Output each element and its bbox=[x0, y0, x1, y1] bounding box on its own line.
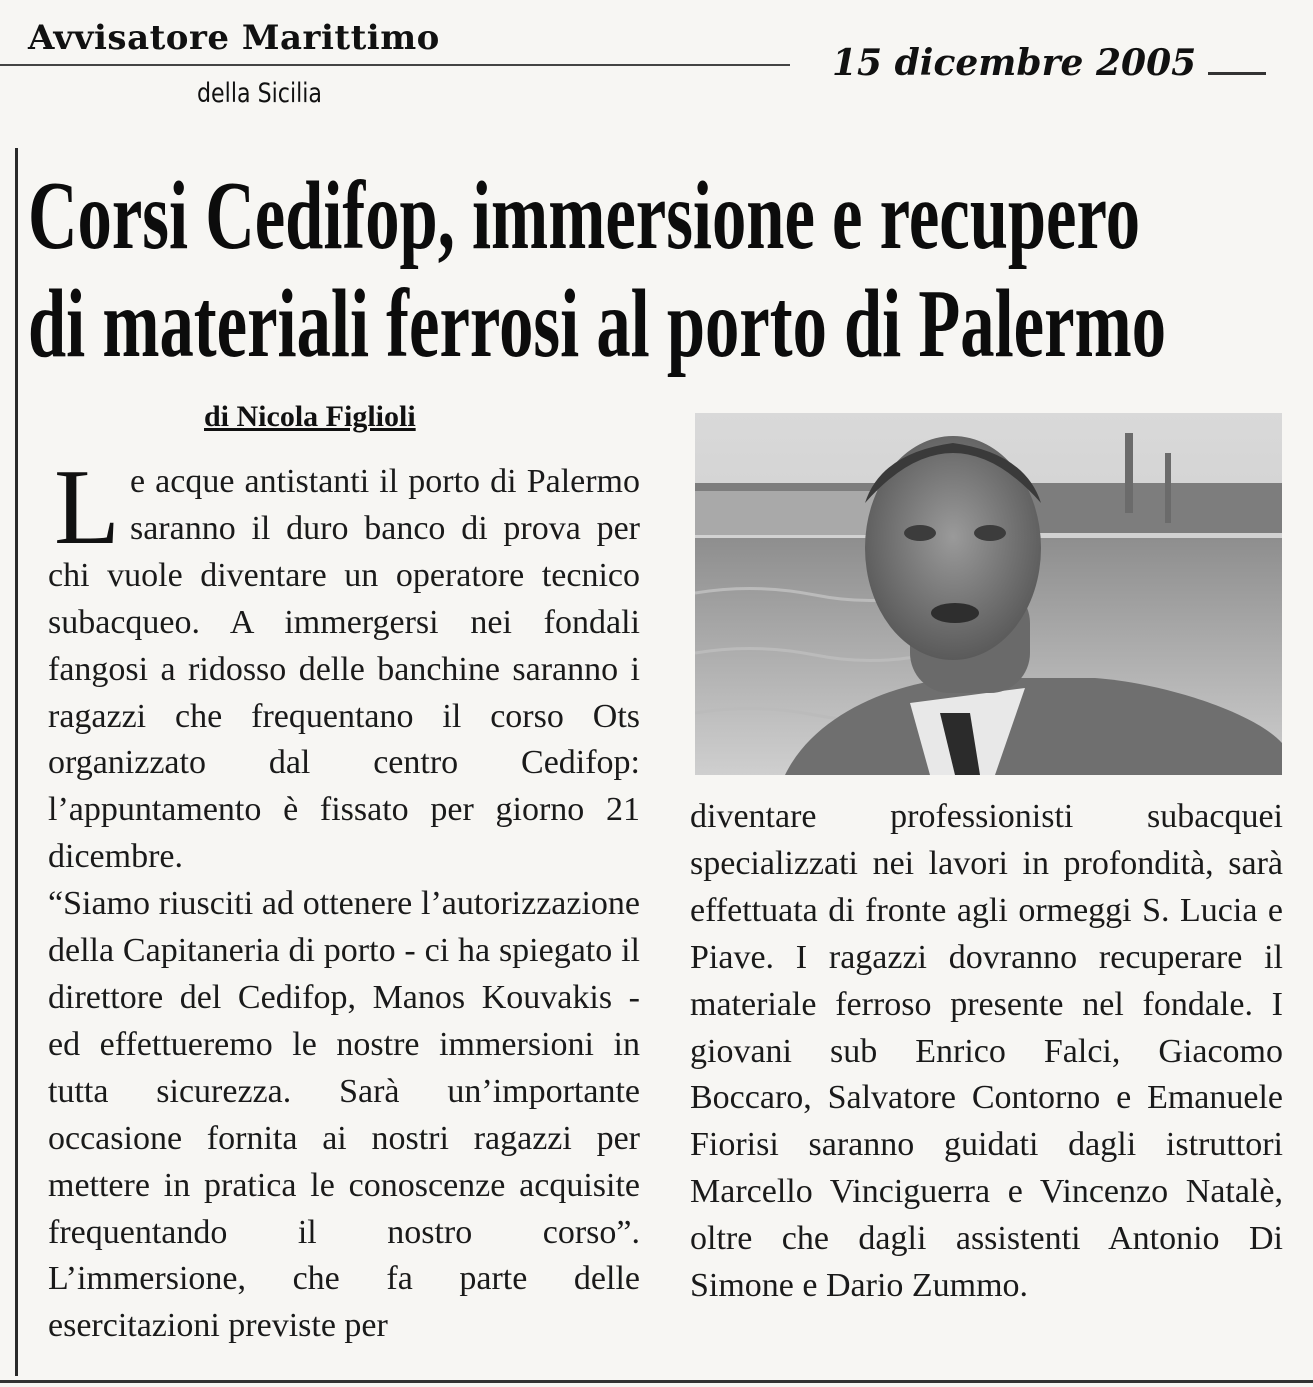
headline-line-1: Corsi Cedifop, immersione e recupero bbox=[28, 162, 1141, 270]
column-rule bbox=[15, 148, 18, 1376]
drop-cap: L bbox=[54, 448, 120, 567]
date-dash bbox=[1208, 72, 1266, 75]
byline: di Nicola Figlioli bbox=[204, 400, 416, 433]
headline bbox=[28, 162, 1167, 378]
headline-line-2: di materiali ferrosi al porto di Palermo bbox=[28, 270, 1167, 378]
article-column-right bbox=[690, 794, 1283, 1310]
masthead-rule bbox=[0, 64, 790, 66]
issue-date: 15 dicembre 2005 bbox=[832, 42, 1197, 84]
portrait-photo-image bbox=[695, 413, 1282, 775]
masthead-subtitle: della Sicilia bbox=[197, 78, 322, 109]
article-column-left bbox=[48, 448, 640, 1350]
masthead: Avvisatore Marittimo bbox=[28, 18, 440, 58]
paragraph-3: diventare professionisti subacquei specializzati nei lavori in profondità, sarà effettuata di fronte agli ormeggi S. Lucia e Piave. I ragazzi dovranno recuperare il materiale ferroso presente nel fondale. I giovani sub Enrico Falci, Giacomo Boccaro, Salvatore Contorno e Emanuele Fiorisi saranno guidati dagli istruttori Marcello Vinciguerra e Vincenzo Natalè, oltre che dagli assistenti Antonio Di Simone e Dario Zummo. bbox=[690, 798, 1283, 1305]
paragraph-1 bbox=[48, 448, 640, 881]
paragraph-2: “Siamo riusciti ad ottenere l’autorizzazione della Capitaneria di porto - ci ha spiegato il direttore del Cedifop, Manos Kouvakis - ed effettueremo le nostre immersioni in tutta sicurezza. Sarà un’importante occasione fornita ai nostri ragazzi per mettere in pratica le conoscenze acquisite frequentando il nostro corso”. L’immersione, che fa parte delle esercitazioni previste per bbox=[48, 885, 640, 1345]
page-bottom-rule bbox=[0, 1380, 1313, 1383]
article-photo bbox=[695, 413, 1282, 775]
paragraph-1-text: e acque antistanti il porto di Palermo saranno il duro banco di prova per chi vuole diventare un operatore tecnico subacqueo. A immergersi nei fondali fangosi a ridosso delle banchine saranno i ragazzi che frequentano il corso Ots organizzato dal centro Cedifop: l’appuntamento è fissato per giorno 21 dicembre. bbox=[48, 463, 640, 876]
